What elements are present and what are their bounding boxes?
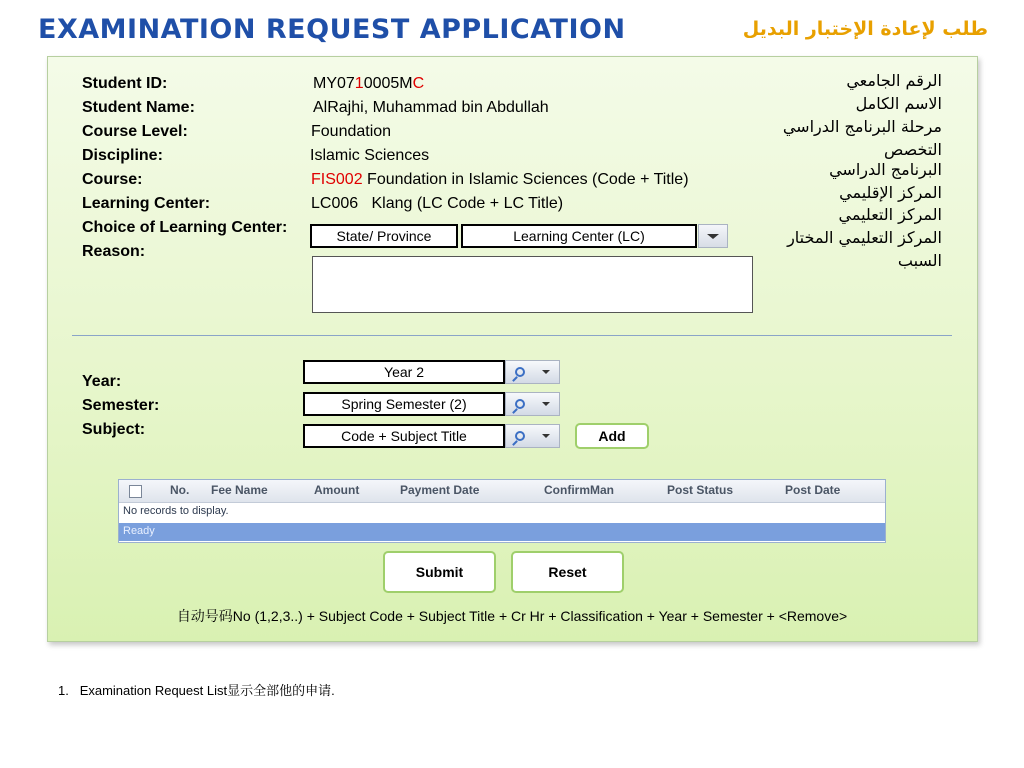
student-id-label: Student ID: — [82, 75, 168, 92]
grid-status-text: Ready — [123, 525, 155, 537]
chevron-down-icon — [542, 434, 550, 438]
subject-select[interactable]: Code + Subject Title — [303, 424, 505, 448]
year-lookup-button[interactable] — [505, 360, 560, 384]
search-icon — [515, 431, 525, 441]
reason-textarea[interactable] — [312, 256, 753, 313]
grid-body — [119, 503, 885, 523]
arabic-label-student-name: الاسم الكامل — [855, 94, 942, 113]
subject-lookup-button[interactable] — [505, 424, 560, 448]
request-grid — [118, 479, 886, 543]
arabic-label-choice-learning-center: المركز التعليمي المختار — [787, 228, 942, 247]
footer-text: Examination Request List显示全部他的申请. — [79, 683, 335, 698]
discipline-label: Discipline: — [82, 147, 163, 164]
page-title-arabic: طلب لإعادة الإختبار البديل — [742, 18, 988, 40]
subject-label: Subject: — [82, 421, 146, 438]
footer-number: 1. — [58, 683, 69, 698]
learning-center-label: Learning Center: — [82, 195, 211, 212]
arabic-label-discipline: التخصص — [884, 140, 942, 159]
footer-note — [58, 680, 335, 699]
year-select[interactable]: Year 2 — [303, 360, 505, 384]
learning-center-select[interactable]: Learning Center (LC) — [461, 224, 697, 248]
column-header-fee-name[interactable]: Fee Name — [211, 483, 268, 497]
arabic-label-reason: السبب — [897, 251, 942, 270]
chevron-down-icon — [542, 402, 550, 406]
grid-header — [119, 480, 885, 503]
column-header-payment-date[interactable]: Payment Date — [400, 483, 480, 497]
subject-list-note: 自动号码No (1,2,3..) + Subject Code + Subject Title + Cr Hr + Classification + Year + Semester + <Remove> — [176, 608, 848, 624]
grid-status-bar — [119, 523, 885, 541]
arabic-label-learning-center: المركز التعليمي — [838, 205, 942, 224]
learning-center-dropdown-button[interactable] — [698, 224, 728, 248]
page-title: EXAMINATION REQUEST APPLICATION — [38, 14, 626, 45]
course-level-value: Foundation — [311, 123, 392, 140]
column-header-confirmman[interactable]: ConfirmMan — [544, 483, 614, 497]
student-id-highlight: 1 — [354, 75, 364, 92]
arabic-label-course-level: مرحلة البرنامج الدراسي — [782, 117, 942, 136]
course-label: Course: — [82, 171, 143, 188]
section-divider — [72, 335, 952, 336]
arabic-label-student-id: الرقم الجامعي — [846, 71, 942, 90]
column-header-post-date[interactable]: Post Date — [785, 483, 841, 497]
add-button[interactable]: Add — [575, 423, 649, 449]
select-all-checkbox[interactable] — [129, 485, 142, 498]
choice-learning-center-label: Choice of Learning Center: — [82, 219, 288, 236]
semester-select[interactable]: Spring Semester (2) — [303, 392, 505, 416]
chevron-down-icon — [542, 370, 550, 374]
course-code: FIS002 — [311, 171, 363, 188]
course-title: Foundation in Islamic Sciences (Code + Title) — [362, 171, 689, 188]
search-icon — [515, 367, 525, 377]
state-province-select[interactable]: State/ Province — [310, 224, 458, 248]
year-label: Year: — [82, 373, 122, 390]
student-id-value — [313, 75, 424, 93]
course-level-label: Course Level: — [82, 123, 188, 140]
empty-grid-message: No records to display. — [123, 505, 229, 517]
semester-lookup-button[interactable] — [505, 392, 560, 416]
chevron-down-icon — [707, 234, 719, 239]
reset-button[interactable]: Reset — [511, 551, 624, 593]
submit-button[interactable]: Submit — [383, 551, 496, 593]
column-header-no[interactable]: No. — [170, 483, 190, 497]
student-id-part: 0005M — [363, 75, 413, 92]
discipline-value: Islamic Sciences — [310, 147, 430, 164]
arabic-label-course: البرنامج الدراسي — [829, 160, 942, 179]
student-id-part: MY07 — [313, 75, 355, 92]
search-icon — [515, 399, 525, 409]
learning-center-value: LC006 Klang (LC Code + LC Title) — [311, 195, 564, 212]
column-header-amount[interactable]: Amount — [314, 483, 360, 497]
arabic-label-region: المركز الإقليمي — [839, 183, 942, 202]
course-value — [311, 171, 689, 189]
student-name-label: Student Name: — [82, 99, 195, 116]
student-name-value: AlRajhi, Muhammad bin Abdullah — [313, 99, 549, 116]
column-header-post-status[interactable]: Post Status — [667, 483, 734, 497]
reason-label: Reason: — [82, 243, 146, 260]
semester-label: Semester: — [82, 397, 160, 414]
student-id-highlight: C — [412, 75, 425, 92]
